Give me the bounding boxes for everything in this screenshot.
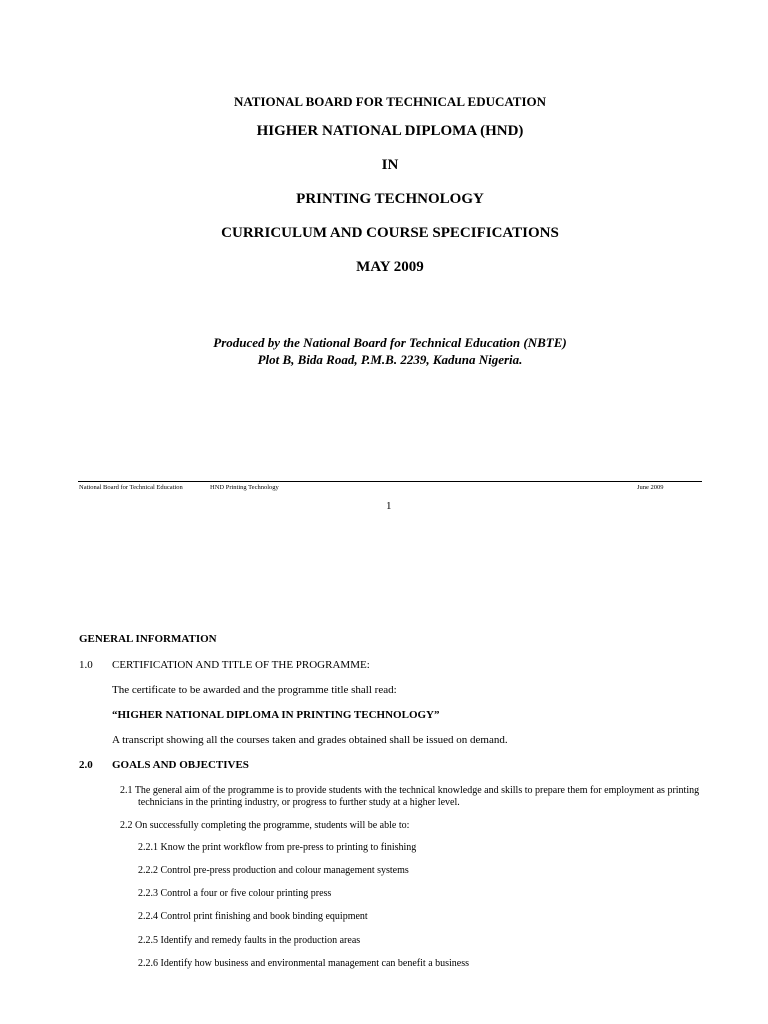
objective-item: 2.2.5 Identify and remedy faults in the production areas (138, 935, 361, 946)
title-in: IN (381, 157, 399, 173)
page-number: 1 (386, 500, 392, 512)
document-type-title: CURRICULUM AND COURSE SPECIFICATIONS (221, 225, 559, 241)
objective-item: 2.2.2 Control pre-press production and colour management systems (138, 865, 409, 876)
footer-rule (78, 481, 702, 482)
produced-by: Produced by the National Board for Technical Education (NBTE) (213, 335, 567, 350)
general-information-heading: GENERAL INFORMATION (79, 633, 217, 645)
certificate-paragraph: The certificate to be awarded and the programme title shall read: (112, 684, 397, 696)
program-title: PRINTING TECHNOLOGY (296, 191, 484, 207)
objective-item: 2.2.1 Know the print workflow from pre-press to printing to finishing (138, 842, 417, 853)
section-1-number: 1.0 (79, 659, 93, 671)
general-aim-line-2: technicians in the printing industry, or progress to further study at a higher level. (138, 797, 460, 808)
organization-name: NATIONAL BOARD FOR TECHNICAL EDUCATION (233, 94, 547, 109)
diploma-title: HIGHER NATIONAL DIPLOMA (HND) (256, 123, 524, 139)
document-date: MAY 2009 (356, 259, 424, 275)
objective-item: 2.2.6 Identify how business and environmental management can benefit a business (138, 958, 470, 969)
transcript-paragraph: A transcript showing all the courses taken and grades obtained shall be issued on demand. (112, 734, 508, 746)
section-2-title: GOALS AND OBJECTIVES (112, 759, 249, 771)
objective-item: 2.2.3 Control a four or five colour printing press (138, 888, 332, 899)
footer-organization: National Board for Technical Education (79, 484, 183, 491)
footer-program: HND Printing Technology (210, 484, 279, 491)
section-1-title: CERTIFICATION AND TITLE OF THE PROGRAMME: (112, 659, 370, 671)
section-2-number: 2.0 (79, 759, 93, 771)
address: Plot B, Bida Road, P.M.B. 2239, Kaduna Nigeria. (257, 352, 523, 367)
footer-date: June 2009 (637, 484, 664, 491)
objectives-intro: 2.2 On successfully completing the programme, students will be able to: (120, 820, 410, 831)
programme-title-quote: “HIGHER NATIONAL DIPLOMA IN PRINTING TECHNOLOGY” (112, 709, 440, 721)
general-aim-line-1: 2.1 The general aim of the programme is to provide students with the technical knowledge and skills to prepare them for employment as printing (120, 785, 700, 796)
objective-item: 2.2.4 Control print finishing and book binding equipment (138, 911, 368, 922)
